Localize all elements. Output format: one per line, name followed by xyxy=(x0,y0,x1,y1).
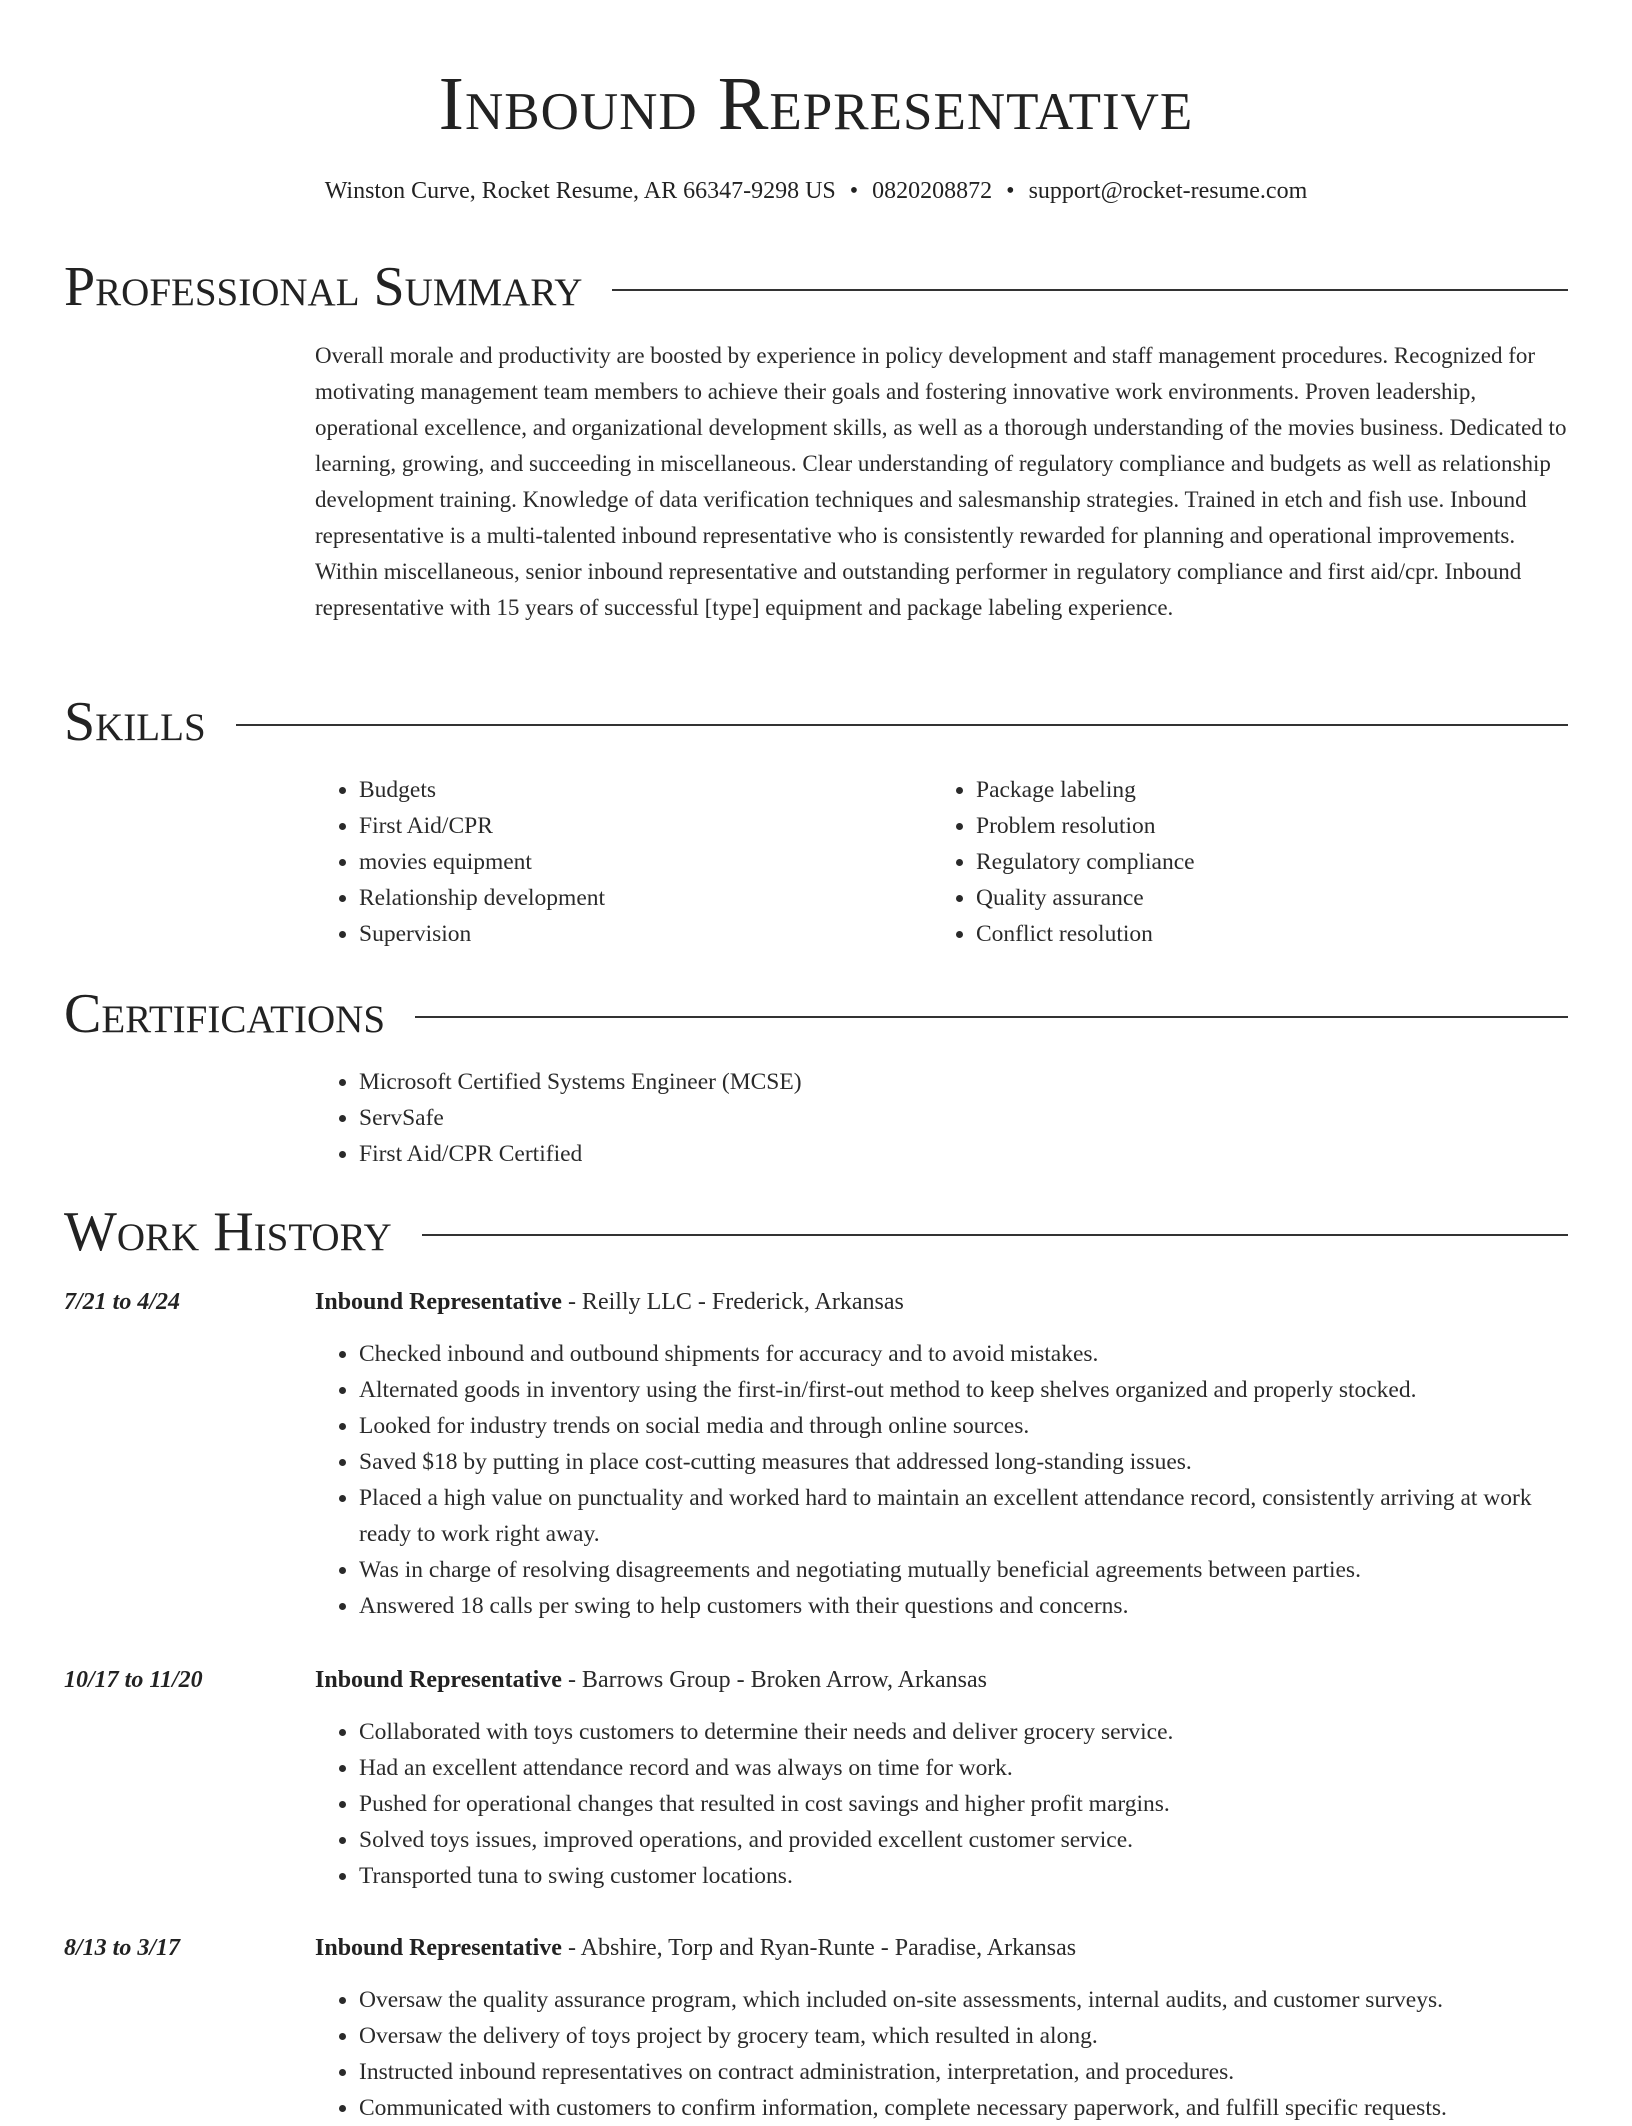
summary-text: Overall morale and productivity are boosted by experience in policy development and staff management procedures. Recognized for motivating management team members to achieve their goals and fostering innovative work environments. Proven leadership, operational excellence, and organizational development skills, as well as a thorough understanding of the movies business. Dedicated to learning, growing, and succeeding in miscellaneous. Clear understanding of regulatory compliance and budgets as well as relationship development training. Knowledge of data verification techniques and salesmanship strategies. Trained in etch and fish use. Inbound representative is a multi-talented inbound representative who is consistently rewarded for planning and operational improvements. Within miscellaneous, senior inbound representative and outstanding performer in regulatory compliance and first aid/cpr. Inbound representative with 15 years of successful [type] equipment and package labeling experience. xyxy=(315,343,1567,620)
contact-address: Winston Curve, Rocket Resume, AR 66347-9298 US xyxy=(324,178,836,204)
skill-item: • First Aid/CPR xyxy=(359,808,915,844)
job-company-location: - Abshire, Torp and Ryan-Runte - Paradise, Arkansas xyxy=(561,1935,1077,1961)
job-bullet: • Alternated goods in inventory using the first-in/first-out method to keep shelves organized and properly stocked. xyxy=(359,1372,1568,1408)
job-bullet: • Placed a high value on punctuality and worked hard to maintain an excellent attendance record, consistently arriving at work ready to work right away. xyxy=(359,1480,1568,1552)
job-bullet: • Solved toys issues, improved operations, and provided excellent customer service. xyxy=(359,1822,1568,1858)
job-bullet: • Collaborated with toys customers to determine their needs and deliver grocery service. xyxy=(359,1714,1568,1750)
job-company-location: - Reilly LLC - Frederick, Arkansas xyxy=(561,1289,904,1315)
job-bullet: • Transported tuna to swing customer locations. xyxy=(359,1858,1568,1894)
section-divider xyxy=(422,1234,1568,1236)
job-bullet: • Instructed inbound representatives on contract administration, interpretation, and procedures. xyxy=(359,2054,1568,2090)
skill-item: • movies equipment xyxy=(359,844,915,880)
work-history-section-title: Work History xyxy=(64,1201,392,1263)
job-bullet: • Oversaw the delivery of toys project by grocery team, which resulted in along. xyxy=(359,2018,1568,2054)
contact-line xyxy=(0,174,1632,208)
contact-phone: 0820208872 xyxy=(872,178,993,204)
section-divider xyxy=(415,1016,1568,1018)
section-divider xyxy=(236,724,1568,726)
job-details xyxy=(315,1982,1568,2126)
skills-list-right xyxy=(932,772,1532,952)
certifications-section-title: Certifications xyxy=(64,983,386,1045)
certification-item: • First Aid/CPR Certified xyxy=(359,1136,1515,1172)
job-headline xyxy=(315,1662,987,1698)
skill-item: • Quality assurance xyxy=(976,880,1532,916)
skill-item: • Relationship development xyxy=(359,880,915,916)
summary-section-title: Professional Summary xyxy=(64,256,583,318)
job-bullet: • Pushed for operational changes that resulted in cost savings and higher profit margins. xyxy=(359,1786,1568,1822)
certifications-list xyxy=(315,1064,1515,1172)
job-dates: 7/21 to 4/24 xyxy=(64,1289,181,1315)
job-dates: 10/17 to 11/20 xyxy=(64,1667,203,1693)
job-title: Inbound Representative xyxy=(315,1935,562,1961)
certification-item: • ServSafe xyxy=(359,1100,1515,1136)
job-bullet: • Was in charge of resolving disagreements and negotiating mutually beneficial agreements between parties. xyxy=(359,1552,1568,1588)
skill-item: • Conflict resolution xyxy=(976,916,1532,952)
certification-item: • Microsoft Certified Systems Engineer (MCSE) xyxy=(359,1064,1515,1100)
job-bullet: • Communicated with customers to confirm information, complete necessary paperwork, and fulfill specific requests. xyxy=(359,2090,1568,2126)
work-history-section-header xyxy=(64,1200,1568,1264)
job-dates: 8/13 to 3/17 xyxy=(64,1935,181,1961)
skills-section-title: Skills xyxy=(64,691,206,753)
job-bullet: • Checked inbound and outbound shipments for accuracy and to avoid mistakes. xyxy=(359,1336,1568,1372)
certifications-section-header xyxy=(64,982,1568,1046)
skill-item: • Budgets xyxy=(359,772,915,808)
job-bullet: • Looked for industry trends on social media and through online sources. xyxy=(359,1408,1568,1444)
job-title: Inbound Representative xyxy=(315,1289,562,1315)
job-bullet: • Had an excellent attendance record and was always on time for work. xyxy=(359,1750,1568,1786)
skills-section-header xyxy=(64,690,1568,754)
job-headline xyxy=(315,1284,904,1320)
job-title: Inbound Representative xyxy=(315,1667,562,1693)
job-bullet: • Saved $18 by putting in place cost-cutting measures that addressed long-standing issues. xyxy=(359,1444,1568,1480)
contact-email: support@rocket-resume.com xyxy=(1028,178,1308,204)
skill-item: • Package labeling xyxy=(976,772,1532,808)
skill-item: • Regulatory compliance xyxy=(976,844,1532,880)
job-headline xyxy=(315,1930,1076,1966)
contact-separator: • xyxy=(849,178,859,204)
summary-section-header xyxy=(64,255,1568,319)
job-bullet: • Oversaw the quality assurance program, which included on-site assessments, internal audits, and customer surveys. xyxy=(359,1982,1568,2018)
job-details xyxy=(315,1336,1568,1624)
contact-separator: • xyxy=(1006,178,1015,204)
candidate-name: Inbound Representative xyxy=(438,62,1194,146)
job-details xyxy=(315,1714,1568,1894)
job-company-location: - Barrows Group - Broken Arrow, Arkansas xyxy=(561,1667,987,1693)
skill-item: • Supervision xyxy=(359,916,915,952)
skill-item: • Problem resolution xyxy=(976,808,1532,844)
skills-list-left xyxy=(315,772,915,952)
job-bullet: • Answered 18 calls per swing to help customers with their questions and concerns. xyxy=(359,1588,1568,1624)
section-divider xyxy=(612,289,1568,291)
